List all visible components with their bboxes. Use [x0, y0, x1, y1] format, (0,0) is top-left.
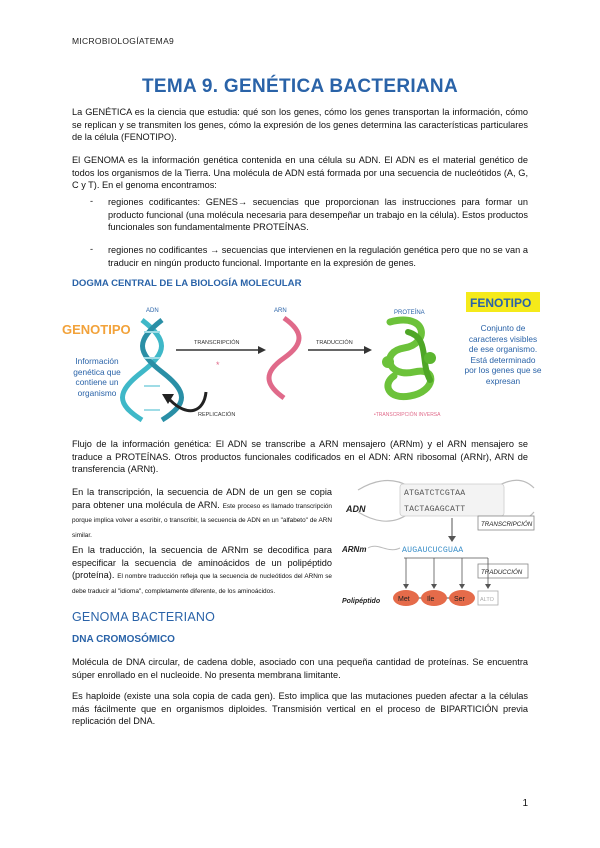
arrow-down-icon [448, 536, 456, 542]
arrow-right-icon [364, 346, 372, 354]
traduccion-main-text: En la traducción, la secuencia de ARNm se decodifica para especificar la secuencia de aminoácidos de un polipéptido (proteína). [72, 545, 332, 581]
arrow-down-icon [459, 584, 465, 589]
adn-figure-label: ADN [346, 504, 366, 514]
cromo-paragraph-1: Molécula de DNA circular, de cadena doble, asociado con una pequeña cantidad de proteínas. Se encuentra súper enrollado en el nucleoide. No presenta membrana limitante. [72, 657, 528, 680]
proteina-label: PROTEÍNA [394, 310, 425, 316]
transcripcion-inversa-label: •TRANSCRIPCIÓN INVERSA [374, 412, 441, 418]
traduccion-badge-label: TRADUCCIÓN [481, 569, 523, 576]
genotipo-label: GENOTIPO [62, 322, 131, 337]
intro-paragraph-genoma: El GENOMA es la información genética contenida en una célula su ADN. El ADN es el material genético de todos los organismos de la Tierra. Una molécula de ADN está formada por una secuencia de nucleótidos (A, G, C y T). En el genoma encontramos: [72, 155, 528, 191]
bullet-coding-regions: regiones codificantes: GENES→ secuencias que proporcionan las instrucciones para formar un producto funcional (una molécula necesaria para desempeñar un trabajo en la célula). Estos productos funcionales son fundamentalmente PROTEÍNAS. [108, 197, 528, 233]
flujo-paragraph: Flujo de la información genética: El ADN se transcribe a ARN mensajero (ARNm) y el ARN mensajero se traduce a PROTEÍNAS. Otros productos funcionales codificados en el ADN: ARN ribosomal (ARNr), ARN de transferencia (ARNt). [72, 439, 528, 475]
genotipo-description: Información genética que contiene un organismo [73, 356, 121, 398]
arrow-down-icon [431, 584, 437, 589]
dna-cromosomico-heading: DNA CROMOSÓMICO [72, 634, 175, 645]
traduccion-small-text: El nombre traducción refleja que la secuencia de nucleótidos del ARNm se debe traducir al "idioma", completamente diferente, de los aminoácidos. [72, 573, 332, 595]
protein-icon [382, 320, 436, 397]
bullet-noncoding-regions: regiones no codificantes → secuencias que intervienen en la regulación genética pero que no se van a traducir en ningún producto funcional. Importante en la expresión de genes. [108, 245, 528, 268]
page-number: 1 [522, 798, 528, 809]
bullet-marker: - [90, 244, 94, 254]
asterisk-mark: * [216, 360, 220, 370]
transcription-translation-figure [338, 478, 536, 624]
page-title: TEMA 9. GENÉTICA BACTERIANA [142, 76, 458, 97]
intro-paragraph-genetica: La GENÉTICA es la ciencia que estudia: qué son los genes, cómo los genes transportan la información, cómo se replican y se transmiten los genes, cómo la expresión de los genes determina las características particulares de la célula (FENOTIPO). [72, 107, 528, 143]
amino-acid-ser-label: Ser [454, 596, 465, 603]
adn-label: ADN [146, 308, 159, 314]
running-header: MICROBIOLOGÍATEMA9 [72, 36, 175, 46]
fenotipo-description: Conjunto de caracteres visibles de ese organismo. Está determinado por los genes que se expresan [464, 323, 542, 386]
rna-strand-icon [269, 318, 299, 398]
dna-helix-icon [123, 320, 182, 420]
arrow-down-icon [403, 584, 409, 589]
transcripcion-small-text: Este proceso es llamado transcripción porque implica volver a escribir, o transcribir, la secuencia de ADN en un "alfabeto" de ARN similar. [72, 502, 332, 539]
arrow-right-icon [258, 346, 266, 354]
transcripcion-label: TRANSCRIPCIÓN [194, 340, 240, 346]
transcripcion-main-text: En la transcripción, la secuencia de ADN de un gen se copia para obtener una molécula de ARN. [72, 487, 332, 510]
polipeptido-label: Polipéptido [342, 598, 381, 605]
dna-top-sequence: ATGATCTCGTAA [404, 489, 466, 498]
traduccion-label: TRADUCCIÓN [316, 340, 353, 346]
dna-bottom-sequence: TACTAGAGCATT [404, 505, 466, 514]
cromo-paragraph-2: Es haploide (existe una sola copia de cada gen). Esto implica que las mutaciones pueden afectar a la células más fácilmente que en organismos diploides. Transmisión vertical en el proceso de BIPARTICIÓN previa replicación del DNA. [72, 691, 528, 727]
transcripcion-paragraph [72, 486, 332, 542]
transcripcion-badge-label: TRANSCRIPCIÓN [481, 521, 533, 528]
traduccion-paragraph [72, 544, 332, 598]
genoma-heading: GENOMA BACTERIANO [72, 610, 216, 624]
fenotipo-label: FENOTIPO [470, 296, 532, 310]
dogma-heading: DOGMA CENTRAL DE LA BIOLOGÍA MOLECULAR [72, 278, 302, 289]
stop-label: ALTO [480, 597, 494, 603]
bullet-marker: - [90, 196, 94, 206]
amino-acid-ile-label: Ile [427, 596, 435, 603]
arn-label: ARN [274, 308, 287, 314]
arrow-down-icon [485, 584, 491, 589]
replicacion-label: REPLICACIÓN [198, 412, 236, 418]
mrna-sequence: AUGAUCUCGUAA [402, 546, 464, 555]
amino-acid-met-label: Met [398, 596, 410, 603]
arnm-figure-label: ARNm [342, 545, 367, 554]
